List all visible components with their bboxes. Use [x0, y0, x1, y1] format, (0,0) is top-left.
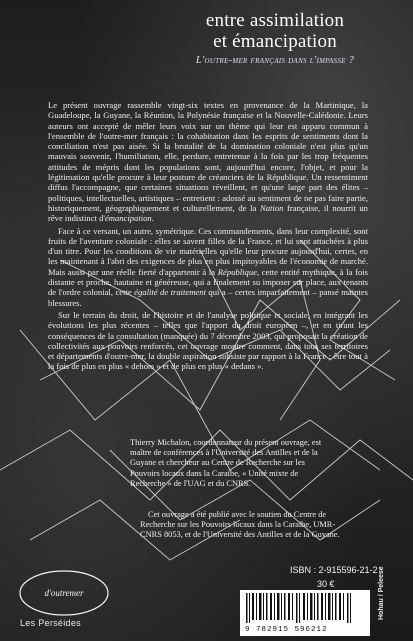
book-title-line1: entre assimilation: [205, 10, 345, 31]
funding-note: Cet ouvrage a été publié avec le soutien du Centre de Recherche sur les Pouvoirs locaux dans la Caraïbe, UMR-CNRS 8053, et de l'Université des Antilles et de la Guyane.: [140, 510, 340, 540]
barcode-bars-icon: [240, 590, 370, 624]
price-text: 30 €: [317, 579, 335, 589]
book-title-line2: et émancipation: [213, 31, 337, 52]
publisher-series-text: d'outremer: [44, 588, 84, 598]
blurb-text: [48, 100, 368, 372]
paragraph-1: Le présent ouvrage rassemble vingt-six textes en provenance de la Martinique, la Guadeloupe, la Guyane, la Réunion, la Polynésie française et la Nouvelle-Calédonie. Leurs auteurs ont accepté de mêler leurs voix sur un thème qui leur est apparu commun à l'ensemble de l'outre-mer français : la cohabitation dans les esprits de sentiments dont la conciliation n'est pas aisée. Si la brutalité de la domination coloniale n'est plus qu'un mauvais souvenir, l'humiliation, elle, perdure, entretenue à la fois par les trop fréquentes attitudes de mépris dont les populations sont, aujourd'hui encore, l'objet, et pour la légitimation qu'elle procure à leur posture de créanciers de la République. Un ressentiment diffus l'accompagne, que certaines situations réveillent, et qu'une large part des élites – politiques, intellectuelles, artistiques – entretient : adossé au sentiment de ne pas faire partie, historiquement, géographiquement et culturellement, de la Nation française, il nourrit un rêve indistinct d'émancipation.: [48, 100, 368, 224]
isbn-text: ISBN : 2-915596-21-2: [290, 565, 378, 575]
paragraph-2: Face à ce versant, un autre, symétrique. Ces commandements, dans leur complexité, sont fruits de l'aventure coloniale : elles se savent filles de la France, et lui sont attachées à plus d'un titre. Pour les conditions de vie matérielles qu'elle leur procure aujourd'hui, certes, en les maintenant à l'abri des exigences de plus en plus impitoyables de l'économie de marché. Mais aussi par une réelle fierté d'appartenir à la République, cette entité mythique, à la fois distante et proche, hautaine et généreuse, qui a finalement su imposer sur place, aux tenants de l'ordre colonial, cette égalité de traitement qui a – certes imparfaitement – pansé maintes blessures.: [48, 225, 368, 308]
spine-label: Hohau / Peleese: [378, 566, 385, 620]
barcode-number: 9 782915 596212: [245, 626, 328, 634]
author-bio: Thierry Michalon, coordonnateur du présent ouvrage, est maître de conférences à l'Université des Antilles et de la Guyane et chercheur au Centre de Recherche sur les Pouvoirs locaux dans la Caraïbe, « Unité mixte de Recherche » de l'UAG et du CNRS.: [130, 438, 322, 488]
publisher-name: Les Perséides: [20, 618, 81, 628]
paragraph-3: Sur le terrain du droit, de l'histoire et de l'analyse politique et sociale, en intégrant les évolutions les plus récentes – telles que l'apport du droit européen –, et en tirant les conséquences de la consultation (manquée) du 7 décembre 2003, qui proposait la création de collectivités aux pouvoirs renforcés, cet ouvrage montre comment, dans tous ses territoires et départements d'outre-mer, la double aspiration subsiste par rapport à la France : être tout à la fois de plus en plus « dehors » et de plus en plus « dedans ».: [48, 309, 368, 372]
title-block: [150, 10, 400, 66]
book-subtitle: L'outre-mer français dans l'impasse ?: [195, 55, 355, 66]
